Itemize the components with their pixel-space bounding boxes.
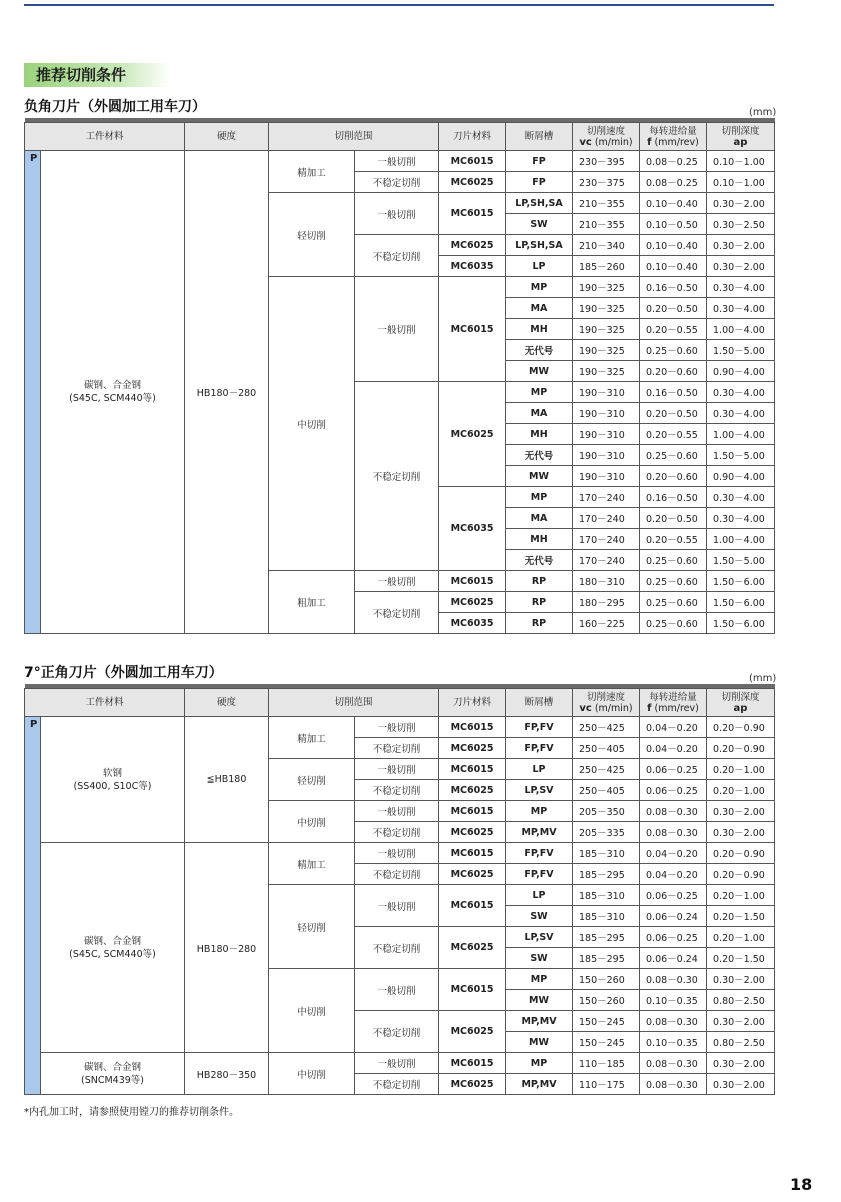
cutting-condition: 一般切削 xyxy=(355,759,439,780)
depth-of-cut: 0.30－2.00 xyxy=(707,256,775,277)
feed-rate: 0.08－0.30 xyxy=(640,1074,707,1095)
feed-rate: 0.04－0.20 xyxy=(640,843,707,864)
chipbreaker: MP xyxy=(506,801,573,822)
chipbreaker: MW xyxy=(506,990,573,1011)
depth-of-cut: 0.30－2.00 xyxy=(707,822,775,843)
iso-p-label: P xyxy=(25,151,41,634)
depth-of-cut: 0.10－1.00 xyxy=(707,172,775,193)
header-vc: 切削速度 vc (m/min) xyxy=(573,689,640,717)
depth-of-cut: 0.30－2.00 xyxy=(707,1074,775,1095)
feed-rate: 0.16－0.50 xyxy=(640,487,707,508)
insert-grade: MC6025 xyxy=(439,780,506,801)
cutting-condition: 一般切削 xyxy=(355,151,439,172)
cutting-condition: 不稳定切削 xyxy=(355,822,439,843)
header-vc: 切削速度 vc (m/min) xyxy=(573,123,640,151)
feed-rate: 0.16－0.50 xyxy=(640,277,707,298)
cutting-speed: 190－310 xyxy=(573,403,640,424)
insert-grade: MC6035 xyxy=(439,487,506,571)
cutting-speed: 185－260 xyxy=(573,256,640,277)
chipbreaker: RP xyxy=(506,613,573,634)
cutting-condition: 一般切削 xyxy=(355,843,439,864)
table-row xyxy=(25,1053,775,1074)
depth-of-cut: 0.90－4.00 xyxy=(707,361,775,382)
cutting-condition: 不稳定切削 xyxy=(355,864,439,885)
cutting-speed: 250－405 xyxy=(573,738,640,759)
cutting-range: 轻切削 xyxy=(269,885,355,969)
depth-of-cut: 0.20－1.00 xyxy=(707,780,775,801)
chipbreaker: 无代号 xyxy=(506,445,573,466)
cutting-condition: 不稳定切削 xyxy=(355,738,439,759)
header-material: 工件材料 xyxy=(25,689,185,717)
depth-of-cut: 0.30－2.50 xyxy=(707,214,775,235)
cutting-speed: 110－175 xyxy=(573,1074,640,1095)
depth-of-cut: 0.30－2.00 xyxy=(707,235,775,256)
depth-of-cut: 0.30－4.00 xyxy=(707,382,775,403)
cutting-speed: 190－325 xyxy=(573,277,640,298)
feed-rate: 0.20－0.60 xyxy=(640,466,707,487)
cutting-speed: 160－225 xyxy=(573,613,640,634)
depth-of-cut: 0.20－1.50 xyxy=(707,948,775,969)
depth-of-cut: 0.30－4.00 xyxy=(707,487,775,508)
feed-rate: 0.25－0.60 xyxy=(640,592,707,613)
insert-grade: MC6015 xyxy=(439,717,506,738)
depth-of-cut: 0.30－2.00 xyxy=(707,193,775,214)
feed-rate: 0.25－0.60 xyxy=(640,340,707,361)
cutting-speed: 170－240 xyxy=(573,508,640,529)
cutting-condition: 一般切削 xyxy=(355,717,439,738)
chipbreaker: LP,SV xyxy=(506,927,573,948)
feed-rate: 0.10－0.40 xyxy=(640,193,707,214)
depth-of-cut: 1.00－4.00 xyxy=(707,424,775,445)
table2-unit: (mm) xyxy=(749,673,777,684)
table-row xyxy=(25,843,775,864)
chipbreaker: MA xyxy=(506,298,573,319)
cutting-speed: 190－325 xyxy=(573,340,640,361)
work-material: 碳钢、合金钢 (S45C, SCM440等) xyxy=(41,843,185,1053)
feed-rate: 0.04－0.20 xyxy=(640,717,707,738)
insert-grade: MC6035 xyxy=(439,613,506,634)
depth-of-cut: 0.20－0.90 xyxy=(707,843,775,864)
header-ap: 切削深度 ap xyxy=(707,123,775,151)
insert-grade: MC6015 xyxy=(439,1053,506,1074)
cutting-speed: 150－245 xyxy=(573,1032,640,1053)
insert-grade: MC6035 xyxy=(439,256,506,277)
chipbreaker: RP xyxy=(506,571,573,592)
cutting-speed: 170－240 xyxy=(573,529,640,550)
feed-rate: 0.20－0.50 xyxy=(640,508,707,529)
header-range: 切削范围 xyxy=(269,123,439,151)
chipbreaker: FP xyxy=(506,172,573,193)
feed-rate: 0.10－0.40 xyxy=(640,235,707,256)
chipbreaker: FP,FV xyxy=(506,738,573,759)
cutting-speed: 185－295 xyxy=(573,864,640,885)
depth-of-cut: 0.20－1.00 xyxy=(707,885,775,906)
cutting-condition: 不稳定切削 xyxy=(355,1074,439,1095)
header-hardness: 硬度 xyxy=(185,123,269,151)
cutting-speed: 190－325 xyxy=(573,298,640,319)
iso-p-label: P xyxy=(25,717,41,1095)
insert-grade: MC6025 xyxy=(439,235,506,256)
cutting-speed: 190－310 xyxy=(573,466,640,487)
feed-rate: 0.08－0.25 xyxy=(640,172,707,193)
depth-of-cut: 0.90－4.00 xyxy=(707,466,775,487)
insert-grade: MC6025 xyxy=(439,822,506,843)
depth-of-cut: 0.30－4.00 xyxy=(707,403,775,424)
chipbreaker: MA xyxy=(506,508,573,529)
feed-rate: 0.25－0.60 xyxy=(640,571,707,592)
cutting-range: 精加工 xyxy=(269,843,355,885)
depth-of-cut: 0.20－0.90 xyxy=(707,717,775,738)
cutting-speed: 190－310 xyxy=(573,382,640,403)
feed-rate: 0.08－0.30 xyxy=(640,822,707,843)
chipbreaker: LP,SH,SA xyxy=(506,235,573,256)
hardness: HB180－280 xyxy=(185,151,269,634)
insert-grade: MC6015 xyxy=(439,801,506,822)
feed-rate: 0.20－0.50 xyxy=(640,403,707,424)
depth-of-cut: 0.20－0.90 xyxy=(707,864,775,885)
insert-grade: MC6015 xyxy=(439,843,506,864)
feed-rate: 0.20－0.55 xyxy=(640,529,707,550)
cutting-range: 精加工 xyxy=(269,151,355,193)
chipbreaker: MH xyxy=(506,424,573,445)
insert-grade: MC6025 xyxy=(439,172,506,193)
chipbreaker: FP,FV xyxy=(506,864,573,885)
cutting-speed: 230－375 xyxy=(573,172,640,193)
feed-rate: 0.04－0.20 xyxy=(640,864,707,885)
cutting-range: 精加工 xyxy=(269,717,355,759)
chipbreaker: MP xyxy=(506,277,573,298)
insert-grade: MC6015 xyxy=(439,759,506,780)
work-material: 碳钢、合金钢 (S45C, SCM440等) xyxy=(41,151,185,634)
chipbreaker: MH xyxy=(506,319,573,340)
cutting-speed: 250－425 xyxy=(573,717,640,738)
cutting-condition: 一般切削 xyxy=(355,571,439,592)
cutting-speed: 190－325 xyxy=(573,319,640,340)
feed-rate: 0.10－0.35 xyxy=(640,990,707,1011)
cutting-speed: 185－310 xyxy=(573,885,640,906)
feed-rate: 0.04－0.20 xyxy=(640,738,707,759)
depth-of-cut: 0.30－4.00 xyxy=(707,298,775,319)
cutting-speed: 185－295 xyxy=(573,948,640,969)
section-title: 推荐切削条件 xyxy=(24,63,170,87)
chipbreaker: MP,MV xyxy=(506,822,573,843)
page-number: 18 xyxy=(790,1175,813,1194)
table1-unit: (mm) xyxy=(749,107,777,118)
positive-insert-table xyxy=(24,684,775,1095)
header-f: 每转进给量 f (mm/rev) xyxy=(640,689,707,717)
depth-of-cut: 1.50－5.00 xyxy=(707,340,775,361)
insert-grade: MC6025 xyxy=(439,1011,506,1053)
cutting-condition: 不稳定切削 xyxy=(355,1011,439,1053)
cutting-condition: 一般切削 xyxy=(355,969,439,1011)
chipbreaker: FP,FV xyxy=(506,717,573,738)
insert-grade: MC6025 xyxy=(439,1074,506,1095)
cutting-speed: 210－340 xyxy=(573,235,640,256)
hardness: HB180－280 xyxy=(185,843,269,1053)
chipbreaker: MP xyxy=(506,487,573,508)
chipbreaker: 无代号 xyxy=(506,340,573,361)
chipbreaker: MP xyxy=(506,1053,573,1074)
feed-rate: 0.20－0.60 xyxy=(640,361,707,382)
chipbreaker: FP,FV xyxy=(506,843,573,864)
cutting-speed: 185－310 xyxy=(573,906,640,927)
feed-rate: 0.08－0.30 xyxy=(640,969,707,990)
depth-of-cut: 0.80－2.50 xyxy=(707,990,775,1011)
depth-of-cut: 0.30－2.00 xyxy=(707,969,775,990)
depth-of-cut: 0.20－0.90 xyxy=(707,738,775,759)
depth-of-cut: 0.30－4.00 xyxy=(707,508,775,529)
cutting-speed: 150－260 xyxy=(573,990,640,1011)
chipbreaker: MA xyxy=(506,403,573,424)
chipbreaker: MP,MV xyxy=(506,1074,573,1095)
chipbreaker: MW xyxy=(506,1032,573,1053)
chipbreaker: RP xyxy=(506,592,573,613)
cutting-speed: 190－325 xyxy=(573,361,640,382)
cutting-condition: 不稳定切削 xyxy=(355,592,439,634)
cutting-range: 中切削 xyxy=(269,1053,355,1095)
cutting-condition: 不稳定切削 xyxy=(355,780,439,801)
chipbreaker: FP xyxy=(506,151,573,172)
cutting-range: 轻切削 xyxy=(269,193,355,277)
footnote: *内孔加工时，请参照使用镗刀的推荐切削条件。 xyxy=(24,1107,239,1118)
feed-rate: 0.20－0.55 xyxy=(640,319,707,340)
chipbreaker: LP,SH,SA xyxy=(506,193,573,214)
table-row xyxy=(25,151,775,172)
insert-grade: MC6025 xyxy=(439,864,506,885)
feed-rate: 0.25－0.60 xyxy=(640,613,707,634)
feed-rate: 0.06－0.24 xyxy=(640,948,707,969)
depth-of-cut: 1.50－5.00 xyxy=(707,550,775,571)
cutting-condition: 不稳定切削 xyxy=(355,927,439,969)
depth-of-cut: 1.00－4.00 xyxy=(707,529,775,550)
feed-rate: 0.10－0.50 xyxy=(640,214,707,235)
header-grade: 刀片材料 xyxy=(439,689,506,717)
feed-rate: 0.06－0.25 xyxy=(640,885,707,906)
chipbreaker: MP xyxy=(506,969,573,990)
cutting-range: 粗加工 xyxy=(269,571,355,634)
negative-insert-table xyxy=(24,118,775,634)
feed-rate: 0.06－0.25 xyxy=(640,780,707,801)
chipbreaker: LP xyxy=(506,256,573,277)
cutting-speed: 250－405 xyxy=(573,780,640,801)
cutting-condition: 不稳定切削 xyxy=(355,235,439,277)
cutting-condition: 一般切削 xyxy=(355,1053,439,1074)
feed-rate: 0.20－0.50 xyxy=(640,298,707,319)
header-range: 切削范围 xyxy=(269,689,439,717)
depth-of-cut: 0.20－1.00 xyxy=(707,759,775,780)
feed-rate: 0.25－0.60 xyxy=(640,550,707,571)
insert-grade: MC6015 xyxy=(439,571,506,592)
header-chipbreaker: 断屑槽 xyxy=(506,123,573,151)
insert-grade: MC6025 xyxy=(439,738,506,759)
insert-grade: MC6015 xyxy=(439,885,506,927)
cutting-speed: 210－355 xyxy=(573,214,640,235)
header-chipbreaker: 断屑槽 xyxy=(506,689,573,717)
cutting-range: 中切削 xyxy=(269,801,355,843)
cutting-speed: 110－185 xyxy=(573,1053,640,1074)
feed-rate: 0.08－0.30 xyxy=(640,1053,707,1074)
feed-rate: 0.06－0.24 xyxy=(640,906,707,927)
chipbreaker: LP xyxy=(506,759,573,780)
cutting-speed: 180－295 xyxy=(573,592,640,613)
depth-of-cut: 0.80－2.50 xyxy=(707,1032,775,1053)
depth-of-cut: 0.20－1.50 xyxy=(707,906,775,927)
cutting-speed: 190－310 xyxy=(573,445,640,466)
table-row xyxy=(25,717,775,738)
cutting-condition: 不稳定切削 xyxy=(355,382,439,571)
hardness: ≦HB180 xyxy=(185,717,269,843)
cutting-speed: 230－395 xyxy=(573,151,640,172)
depth-of-cut: 1.50－6.00 xyxy=(707,571,775,592)
feed-rate: 0.08－0.25 xyxy=(640,151,707,172)
insert-grade: MC6015 xyxy=(439,969,506,1011)
cutting-speed: 190－310 xyxy=(573,424,640,445)
cutting-range: 中切削 xyxy=(269,277,355,571)
feed-rate: 0.06－0.25 xyxy=(640,927,707,948)
cutting-speed: 170－240 xyxy=(573,487,640,508)
depth-of-cut: 1.50－6.00 xyxy=(707,592,775,613)
cutting-condition: 一般切削 xyxy=(355,885,439,927)
feed-rate: 0.16－0.50 xyxy=(640,382,707,403)
feed-rate: 0.06－0.25 xyxy=(640,759,707,780)
cutting-range: 中切削 xyxy=(269,969,355,1053)
depth-of-cut: 0.30－4.00 xyxy=(707,277,775,298)
chipbreaker: MP xyxy=(506,382,573,403)
chipbreaker: MP,MV xyxy=(506,1011,573,1032)
chipbreaker: MW xyxy=(506,466,573,487)
header-ap: 切削深度 ap xyxy=(707,689,775,717)
chipbreaker: 无代号 xyxy=(506,550,573,571)
cutting-condition: 一般切削 xyxy=(355,193,439,235)
depth-of-cut: 1.50－6.00 xyxy=(707,613,775,634)
cutting-speed: 185－310 xyxy=(573,843,640,864)
depth-of-cut: 0.30－2.00 xyxy=(707,1053,775,1074)
cutting-speed: 150－245 xyxy=(573,1011,640,1032)
cutting-range: 轻切削 xyxy=(269,759,355,801)
depth-of-cut: 0.30－2.00 xyxy=(707,1011,775,1032)
header-hardness: 硬度 xyxy=(185,689,269,717)
cutting-condition: 不稳定切削 xyxy=(355,172,439,193)
insert-grade: MC6015 xyxy=(439,151,506,172)
cutting-condition: 一般切削 xyxy=(355,801,439,822)
feed-rate: 0.10－0.35 xyxy=(640,1032,707,1053)
cutting-speed: 210－355 xyxy=(573,193,640,214)
cutting-condition: 一般切削 xyxy=(355,277,439,382)
cutting-speed: 150－260 xyxy=(573,969,640,990)
insert-grade: MC6025 xyxy=(439,382,506,487)
work-material: 碳钢、合金钢 (SNCM439等) xyxy=(41,1053,185,1095)
feed-rate: 0.08－0.30 xyxy=(640,801,707,822)
header-f: 每转进给量 f (mm/rev) xyxy=(640,123,707,151)
table2-title: 7°正角刀片（外圆加工用车刀） xyxy=(24,665,223,681)
insert-grade: MC6025 xyxy=(439,592,506,613)
chipbreaker: SW xyxy=(506,214,573,235)
cutting-speed: 250－425 xyxy=(573,759,640,780)
chipbreaker: LP,SV xyxy=(506,780,573,801)
feed-rate: 0.10－0.40 xyxy=(640,256,707,277)
insert-grade: MC6015 xyxy=(439,193,506,235)
header-grade: 刀片材料 xyxy=(439,123,506,151)
chipbreaker: LP xyxy=(506,885,573,906)
depth-of-cut: 0.30－2.00 xyxy=(707,801,775,822)
feed-rate: 0.25－0.60 xyxy=(640,445,707,466)
depth-of-cut: 0.10－1.00 xyxy=(707,151,775,172)
cutting-speed: 205－335 xyxy=(573,822,640,843)
work-material: 软钢 (SS400, S10C等) xyxy=(41,717,185,843)
cutting-speed: 205－350 xyxy=(573,801,640,822)
chipbreaker: MW xyxy=(506,361,573,382)
feed-rate: 0.20－0.55 xyxy=(640,424,707,445)
cutting-speed: 185－295 xyxy=(573,927,640,948)
depth-of-cut: 1.50－5.00 xyxy=(707,445,775,466)
hardness: HB280－350 xyxy=(185,1053,269,1095)
chipbreaker: SW xyxy=(506,948,573,969)
table1-title: 负角刀片（外圆加工用车刀） xyxy=(24,99,206,115)
cutting-speed: 180－310 xyxy=(573,571,640,592)
header-rule xyxy=(24,4,774,6)
feed-rate: 0.08－0.30 xyxy=(640,1011,707,1032)
depth-of-cut: 1.00－4.00 xyxy=(707,319,775,340)
insert-grade: MC6025 xyxy=(439,927,506,969)
chipbreaker: MH xyxy=(506,529,573,550)
header-material: 工件材料 xyxy=(25,123,185,151)
depth-of-cut: 0.20－1.00 xyxy=(707,927,775,948)
cutting-speed: 170－240 xyxy=(573,550,640,571)
chipbreaker: SW xyxy=(506,906,573,927)
insert-grade: MC6015 xyxy=(439,277,506,382)
